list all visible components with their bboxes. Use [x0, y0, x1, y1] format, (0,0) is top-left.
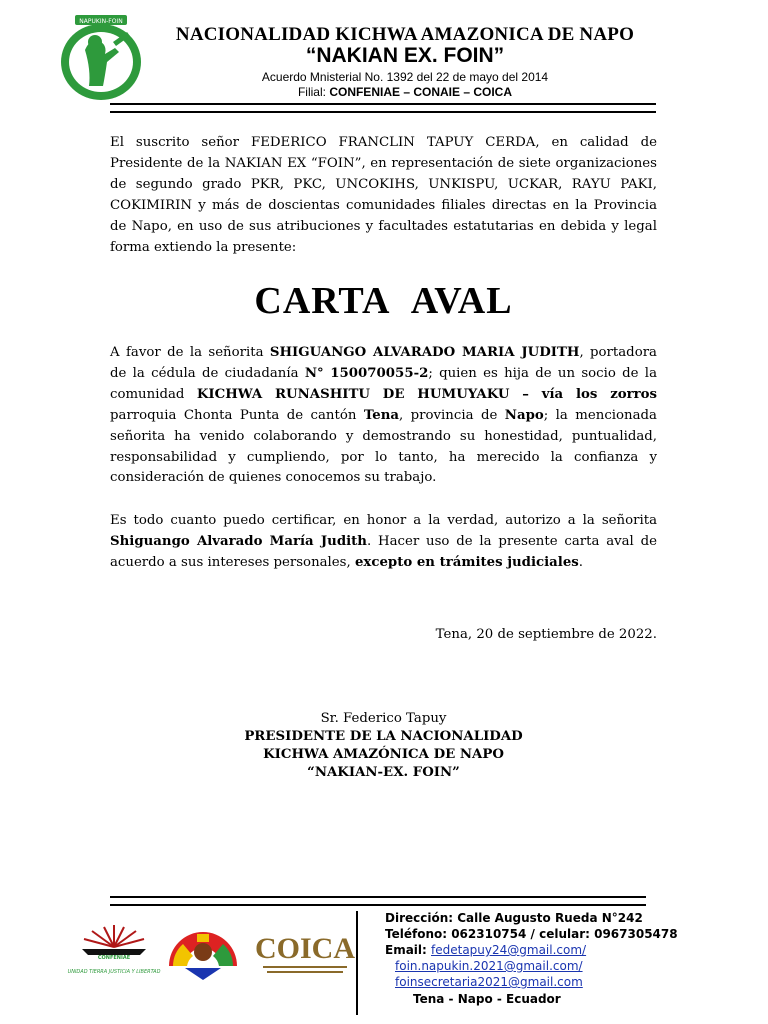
signer-title-line-1: PRESIDENTE DE LA NACIONALIDAD	[244, 729, 523, 744]
svg-text:UNIDAD TIERRA JUSTICIA Y LIBER: UNIDAD TIERRA JUSTICIA Y LIBERTAD	[67, 969, 161, 975]
footer-email-3	[395, 974, 583, 991]
email-label: Email:	[385, 943, 432, 957]
email-link-3[interactable]: foinsecretaria2021@gmail.com	[395, 975, 583, 989]
ministerial-agreement: Acuerdo Mnisterial No. 1392 del 22 de mayo del 2014	[261, 70, 549, 84]
header-divider	[110, 103, 656, 113]
svg-text:NAPUKIN-FOIN: NAPUKIN-FOIN	[79, 18, 123, 25]
email-link-1[interactable]: fedetapuy24@gmail.com/	[431, 943, 587, 957]
signer-title-line-3: “NAKIAN-EX. FOIN”	[307, 765, 460, 780]
exception-clause: excepto en trámites judiciales	[354, 554, 579, 570]
certification-paragraph: Es todo cuanto puedo certificar, en honor a la verdad, autorizo a la señorita Shiguango Alvarado María Judith. Hacer uso de la presente carta aval de acuerdo a sus intereses personales, excepto en trámites judiciales.	[110, 513, 657, 570]
footer-email-2	[395, 958, 583, 975]
footer-divider	[110, 896, 646, 906]
svg-text:CONFENIAE: CONFENIAE	[97, 955, 131, 961]
filial-line	[150, 85, 660, 99]
napo-kichwa-emblem	[163, 922, 243, 980]
footer-address: Dirección: Calle Augusto Rueda N°242	[385, 911, 643, 925]
confeniae-logo	[67, 925, 161, 979]
organization-title: NACIONALIDAD KICHWA AMAZONICA DE NAPO	[175, 24, 635, 45]
coica-logo	[254, 928, 356, 978]
community-name: KICHWA RUNASHITU DE HUMUYAKU – vía los zorros	[196, 386, 657, 402]
svg-text:COICA: COICA	[254, 932, 356, 965]
footer-email-line	[385, 942, 586, 959]
beneficiary-name-closing: Shiguango Alvarado María Judith	[110, 533, 367, 549]
id-number: N° 150070055-2	[304, 365, 429, 381]
filial-label: Filial:	[297, 85, 330, 99]
email-link-2[interactable]: foin.napukin.2021@gmail.com/	[395, 959, 583, 973]
organization-subtitle: “NAKIAN EX. FOIN”	[305, 44, 505, 67]
napukin-foin-logo	[55, 12, 147, 102]
document-title: CARTA AVAL	[254, 280, 513, 322]
footer-separator	[356, 911, 358, 1015]
footer-location: Tena - Napo - Ecuador	[413, 992, 561, 1006]
filial-value: CONFENIAE – CONAIE – COICA	[329, 85, 513, 99]
intro-paragraph: El suscrito señor FEDERICO FRANCLIN TAPUY CERDA, en calidad de Presidente de la NAKIAN EX “FOIN”, en representación de siete organizaciones de segundo grado PKR, PKC, UNCOKIHS, UNKISPU, UCKAR, RAYU PAKI, COKIMIRIN y más de doscientas comunidades filiales directas en la Provincia de Napo, en uso de sus atribuciones y facultades estatutarias en debida y legal forma extiendo la presente:	[110, 135, 657, 255]
endorsement-paragraph: A favor de la señorita SHIGUANGO ALVARADO MARIA JUDITH, portadora de la cédula de ciudadanía N° 150070055-2; quien es hija de un socio de la comunidad KICHWA RUNASHITU DE HUMUYAKU – vía los zorros parroquia Chonta Punta de cantón Tena, provincia de Napo; la mencionada señorita ha venido colaborando y demostrando su honestidad, puntualidad, responsabilidad y cumpliendo, por lo tanto, ha merecido la confianza y consideración de quienes conocemos su trabajo.	[110, 345, 657, 486]
beneficiary-name: SHIGUANGO ALVARADO MARIA JUDITH	[269, 345, 580, 360]
canton-name: Tena	[363, 407, 399, 423]
signer-name: Sr. Federico Tapuy	[320, 711, 447, 726]
issue-date: Tena, 20 de septiembre de 2022.	[435, 627, 657, 642]
province-name: Napo	[504, 407, 544, 423]
footer-phone: Teléfono: 062310754 / celular: 0967305478	[385, 927, 678, 941]
signer-title-line-2: KICHWA AMAZÓNICA DE NAPO	[263, 747, 504, 762]
